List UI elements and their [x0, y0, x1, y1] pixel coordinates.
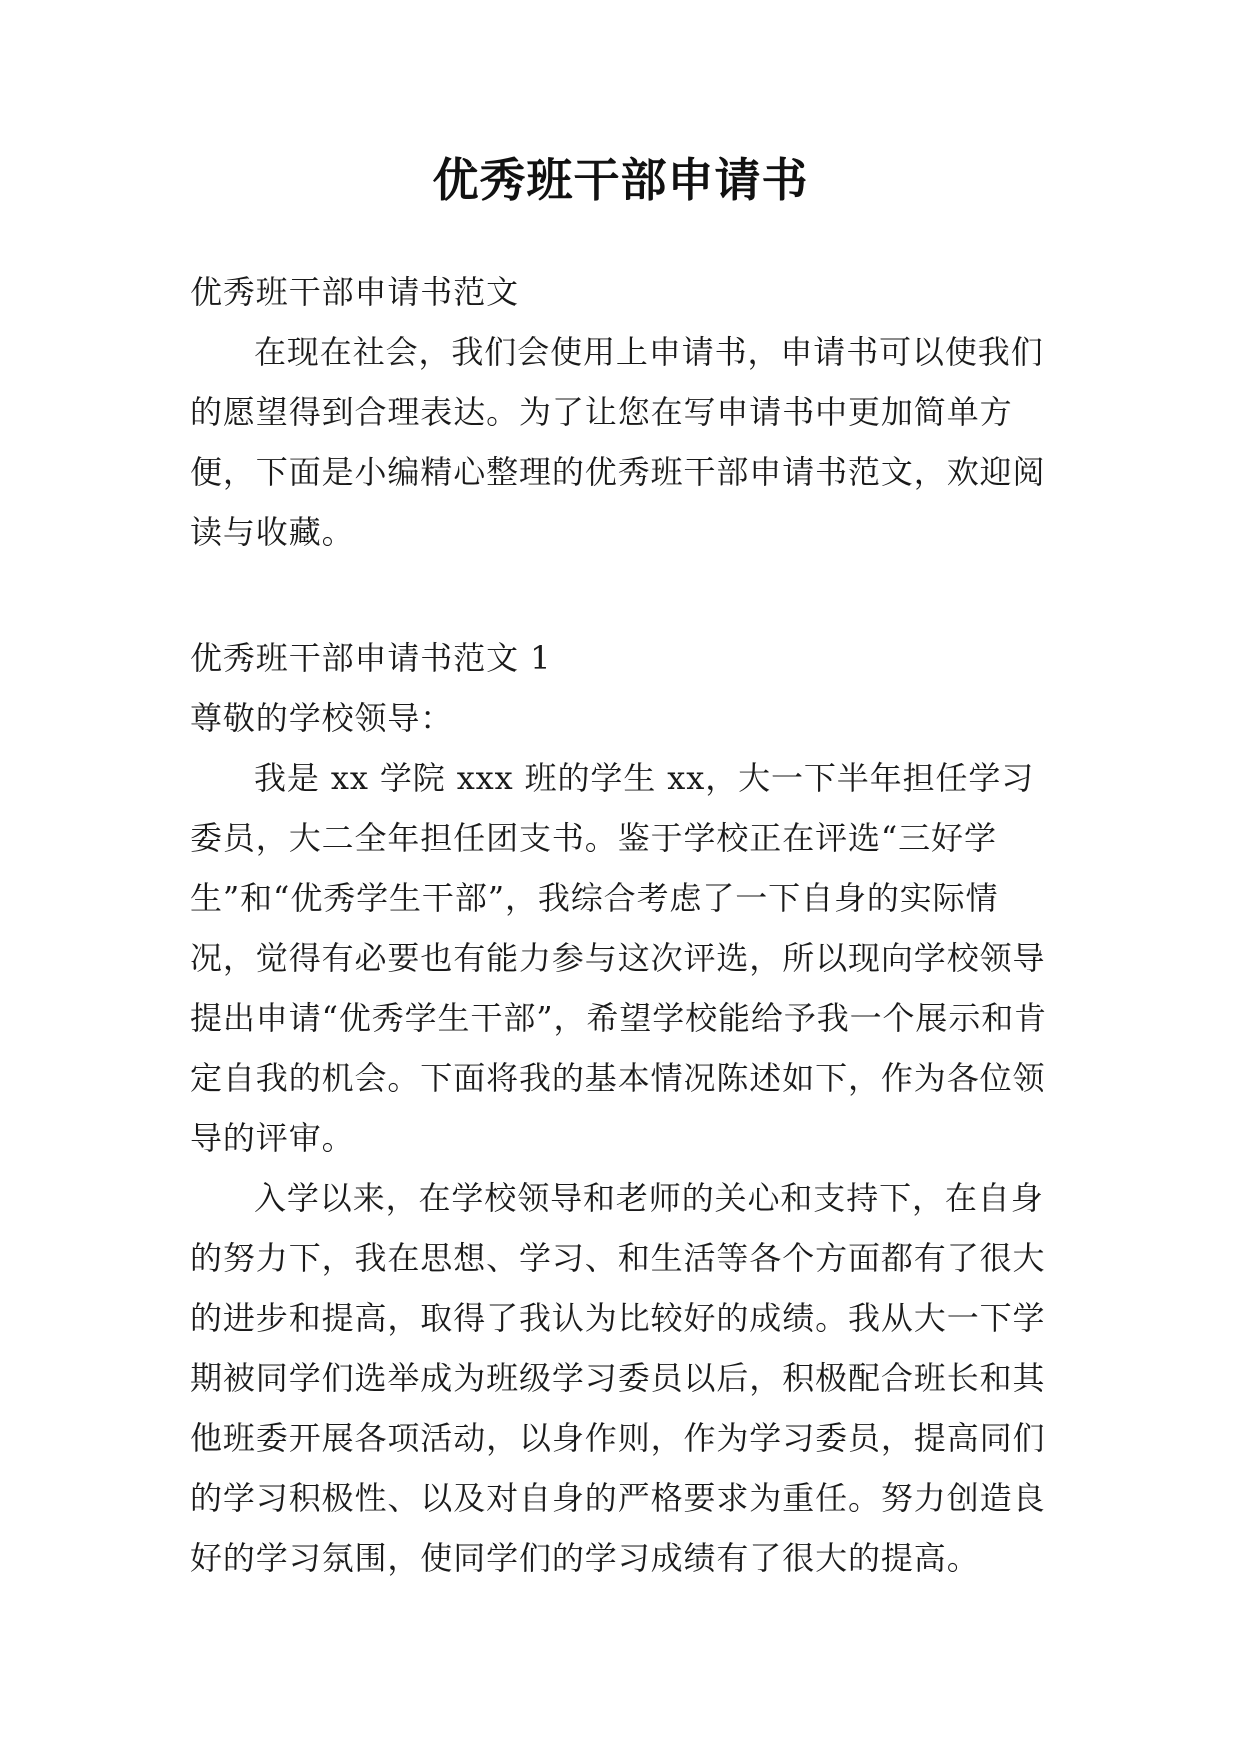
salutation: 尊敬的学校领导： — [190, 699, 454, 737]
section-heading: 优秀班干部申请书范文 1 — [190, 639, 552, 677]
intro-paragraph: 在现在社会，我们会使用上申请书，申请书可以使我们的愿望得到合理表达。为了让您在写申请书中更加简单方便，下面是小编精心整理的优秀班干部申请书范文，欢迎阅读与收藏。 — [190, 333, 1046, 551]
section-spacer — [190, 562, 1050, 628]
body-paragraph: 我是 xx 学院 xxx 班的学生 xx，大一下半年担任学习委员，大二全年担任团支书。鉴于学校正在评选“三好学生”和“优秀学生干部”，我综合考虑了一下自身的实际情况，觉得有必要也有能力参与这次评选，所以现向学校领导提出申请“优秀学生干部”，希望学校能给予我一个展示和肯定自我的机会。下面将我的基本情况陈述如下，作为各位领导的评审。 — [190, 759, 1048, 1157]
document-subtitle: 优秀班干部申请书范文 — [190, 273, 520, 311]
document-body — [190, 262, 1050, 1588]
body-paragraph: 入学以来，在学校领导和老师的关心和支持下，在自身的努力下，我在思想、学习、和生活等各个方面都有了很大的进步和提高，取得了我认为比较好的成绩。我从大一下学期被同学们选举成为班级学习委员以后，积极配合班长和其他班委开展各项活动，以身作则，作为学习委员，提高同们的学习积极性、以及对自身的严格要求为重任。努力创造良好的学习氛围，使同学们的学习成绩有了很大的提高。 — [190, 1179, 1046, 1577]
document-title: 优秀班干部申请书 — [432, 153, 809, 207]
